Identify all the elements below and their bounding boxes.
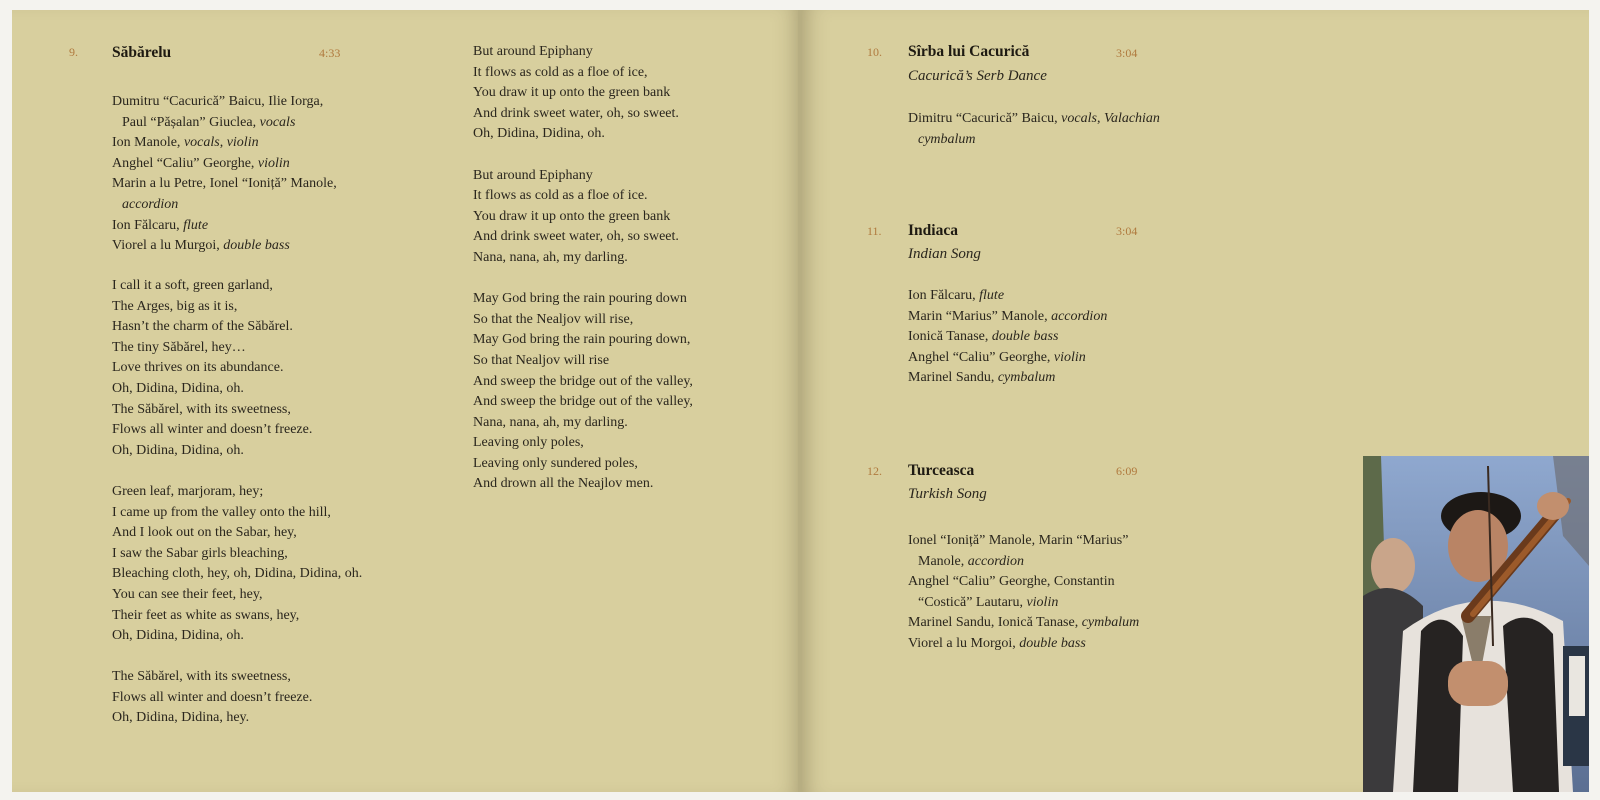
performer-name: Paul “Pășalan” Giuclea, (122, 114, 260, 130)
track-subtitle: Cacurică’s Serb Dance (908, 68, 1047, 84)
track-duration: 3:04 (1116, 224, 1138, 238)
performer-role: violin (257, 155, 290, 171)
performer-name: Ion Manole, (112, 135, 184, 151)
performer-name: Anghel “Caliu” Georghe, Constantin (908, 574, 1115, 590)
lyric-line: It flows as cold as a floe of ice, (473, 64, 648, 80)
track-number: 12. (867, 464, 882, 478)
credit-line (908, 130, 1160, 151)
performer-credits (908, 531, 1139, 655)
performer-name: Marin “Marius” Manole, (908, 308, 1052, 324)
credit-line (908, 634, 1139, 655)
lyric-line: And drink sweet water, oh, so sweet. (473, 105, 679, 121)
performer-name: Manole, (918, 553, 968, 569)
performer-role: violin (1026, 594, 1059, 610)
performer-role: violin (1053, 349, 1086, 365)
lyric-line: You draw it up onto the green bank (473, 208, 671, 224)
stanza-break (473, 269, 693, 290)
lyric-line: Oh, Didina, Didina, oh. (112, 380, 244, 396)
lyric-line: The Arges, big as it is, (112, 298, 238, 314)
performer-role: cymbalum (997, 370, 1056, 386)
lyric-line: Hasn’t the charm of the Săbărel. (112, 319, 293, 335)
performer-role: double bass (1019, 635, 1086, 651)
lyric-line: But around Epiphany (473, 44, 593, 59)
lyric-line: May God bring the rain pouring down (473, 291, 687, 307)
lyric-line: Oh, Didina, Didina, oh. (112, 442, 244, 458)
lyric-line: You draw it up onto the green bank (473, 85, 671, 101)
credit-line (908, 613, 1139, 634)
lyric-line: Oh, Didina, Didina, oh. (112, 628, 244, 644)
credit-line (908, 307, 1107, 328)
lyric-line: Love thrives on its abundance. (112, 360, 284, 376)
credit-line (112, 216, 337, 237)
performer-role: accordion (967, 553, 1025, 569)
performer-name: Viorel a lu Morgoi, (908, 635, 1020, 651)
performer-role: vocals (183, 135, 220, 151)
lyric-line: Leaving only poles, (473, 435, 584, 451)
lyric-line: Oh, Didina, Didina, hey. (112, 710, 250, 726)
lyric-line: Leaving only sundered poles, (473, 455, 638, 471)
lyric-line: Bleaching cloth, hey, oh, Didina, Didina, oh. (112, 566, 363, 582)
lyric-line: But around Epiphany (473, 167, 593, 183)
performer-name: Ion Fălcaru, (112, 217, 184, 233)
performer-name: Ion Fălcaru, (908, 288, 980, 303)
violinist-illustration (1363, 456, 1589, 792)
credit-line (112, 236, 337, 257)
performer-name: Marinel Sandu, Ionică Tanase, (908, 615, 1082, 631)
performer-role: vocals (1061, 111, 1097, 126)
performer-name: Marin a lu Petre, Ionel “Ioniță” Manole, (112, 176, 337, 192)
lyric-line: The tiny Săbărel, hey… (112, 339, 246, 355)
credit-line (908, 348, 1107, 369)
lyric-line: Flows all winter and doesn’t freeze. (112, 422, 313, 438)
lyric-line: So that the Nealjov will rise, (473, 311, 634, 327)
credit-line (112, 195, 337, 216)
credit-line (112, 154, 337, 175)
stanza-break (112, 461, 362, 482)
performer-credits (112, 92, 337, 257)
lyric-line: It flows as cold as a floe of ice. (473, 188, 648, 204)
performer-role: double bass (223, 238, 290, 254)
lyric-line: Their feet as white as swans, hey, (112, 607, 300, 623)
track-title: Sîrba lui Cacurică (908, 43, 1030, 60)
performer-name: Anghel “Caliu” Georghe, (908, 349, 1054, 365)
performer-role: flute (979, 288, 1005, 303)
credit-line (908, 327, 1107, 348)
credit-line (112, 92, 337, 113)
track-duration: 4:33 (319, 46, 341, 60)
lyric-line: You can see their feet, hey, (112, 586, 263, 602)
lyric-line: Oh, Didina, Didina, oh. (473, 126, 605, 142)
performer-name: Viorel a lu Murgoi, (112, 238, 224, 254)
performer-name: “Costică” Lautaru, (918, 594, 1027, 610)
lyrics-column (473, 42, 693, 495)
performer-role: vocals (259, 114, 296, 130)
credit-line (908, 572, 1139, 593)
lyric-line: And I look out on the Sabar, hey, (112, 525, 297, 541)
credit-line (112, 133, 337, 154)
lyric-line: Nana, nana, ah, my darling. (473, 414, 628, 430)
performer-role: flute (183, 217, 209, 233)
performer-role: Valachian (1103, 111, 1160, 126)
performer-name: Anghel “Caliu” Georghe, (112, 155, 258, 171)
stanza-break (112, 647, 362, 668)
lyric-line: Nana, nana, ah, my darling. (473, 249, 628, 265)
track-number: 11. (867, 224, 882, 238)
track-duration: 3:04 (1116, 46, 1138, 60)
performer-role: accordion (1051, 308, 1108, 324)
track-subtitle: Turkish Song (908, 486, 987, 502)
track-title: Indiaca (908, 222, 958, 239)
lyric-line: I saw the Sabar girls bleaching, (112, 545, 288, 561)
performer-role: cymbalum (1081, 615, 1140, 631)
credit-line (908, 109, 1160, 130)
performer-name: Ionel “Ioniță” Manole, Marin “Marius” (908, 533, 1129, 548)
lyric-line: The Săbărel, with its sweetness, (112, 669, 291, 685)
performer-role: cymbalum (918, 131, 976, 147)
lyric-line: The Săbărel, with its sweetness, (112, 401, 291, 417)
performer-role: accordion (122, 196, 179, 212)
lyric-line: May God bring the rain pouring down, (473, 332, 691, 348)
stanza-break (473, 145, 693, 166)
credit-line (908, 552, 1139, 573)
performer-name: , (1096, 111, 1104, 126)
lyric-line: I came up from the valley onto the hill, (112, 504, 331, 520)
track-subtitle: Indian Song (908, 246, 981, 262)
lyric-line: And drown all the Neajlov men. (473, 476, 654, 492)
lyric-line: Flows all winter and doesn’t freeze. (112, 689, 313, 705)
credit-line (112, 113, 337, 134)
lyrics-column (112, 276, 362, 729)
performer-role: double bass (991, 329, 1059, 345)
credit-line (112, 174, 337, 195)
credit-line (908, 531, 1139, 552)
credit-line (908, 286, 1107, 307)
track-title: Săbărelu (112, 44, 172, 61)
violinist-photo (1363, 456, 1589, 792)
track-number: 10. (867, 45, 882, 59)
performer-name: Marinel Sandu, (908, 370, 998, 386)
credit-line (908, 368, 1107, 389)
track-duration: 6:09 (1116, 464, 1138, 478)
performer-name: Dimitru “Cacurică” Baicu, (908, 111, 1062, 126)
lyric-line: And sweep the bridge out of the valley, (473, 394, 693, 410)
lyric-line: I call it a soft, green garland, (112, 278, 273, 293)
performer-credits (908, 109, 1160, 150)
track-title: Turceasca (908, 462, 975, 479)
booklet-fold (798, 10, 802, 792)
performer-name: Ionică Tanase, (908, 329, 992, 345)
track-number: 9. (69, 45, 78, 59)
credit-line (908, 593, 1139, 614)
performer-name: Dumitru “Cacurică” Baicu, Ilie Iorga, (112, 94, 324, 109)
lyric-line: And drink sweet water, oh, so sweet. (473, 229, 679, 245)
performer-credits (908, 286, 1107, 389)
lyric-line: And sweep the bridge out of the valley, (473, 373, 693, 389)
lyric-line: Green leaf, marjoram, hey; (112, 483, 264, 499)
lyric-line: So that Nealjov will rise (473, 352, 610, 368)
performer-role: violin (226, 135, 259, 151)
performer-name: , (219, 135, 227, 151)
